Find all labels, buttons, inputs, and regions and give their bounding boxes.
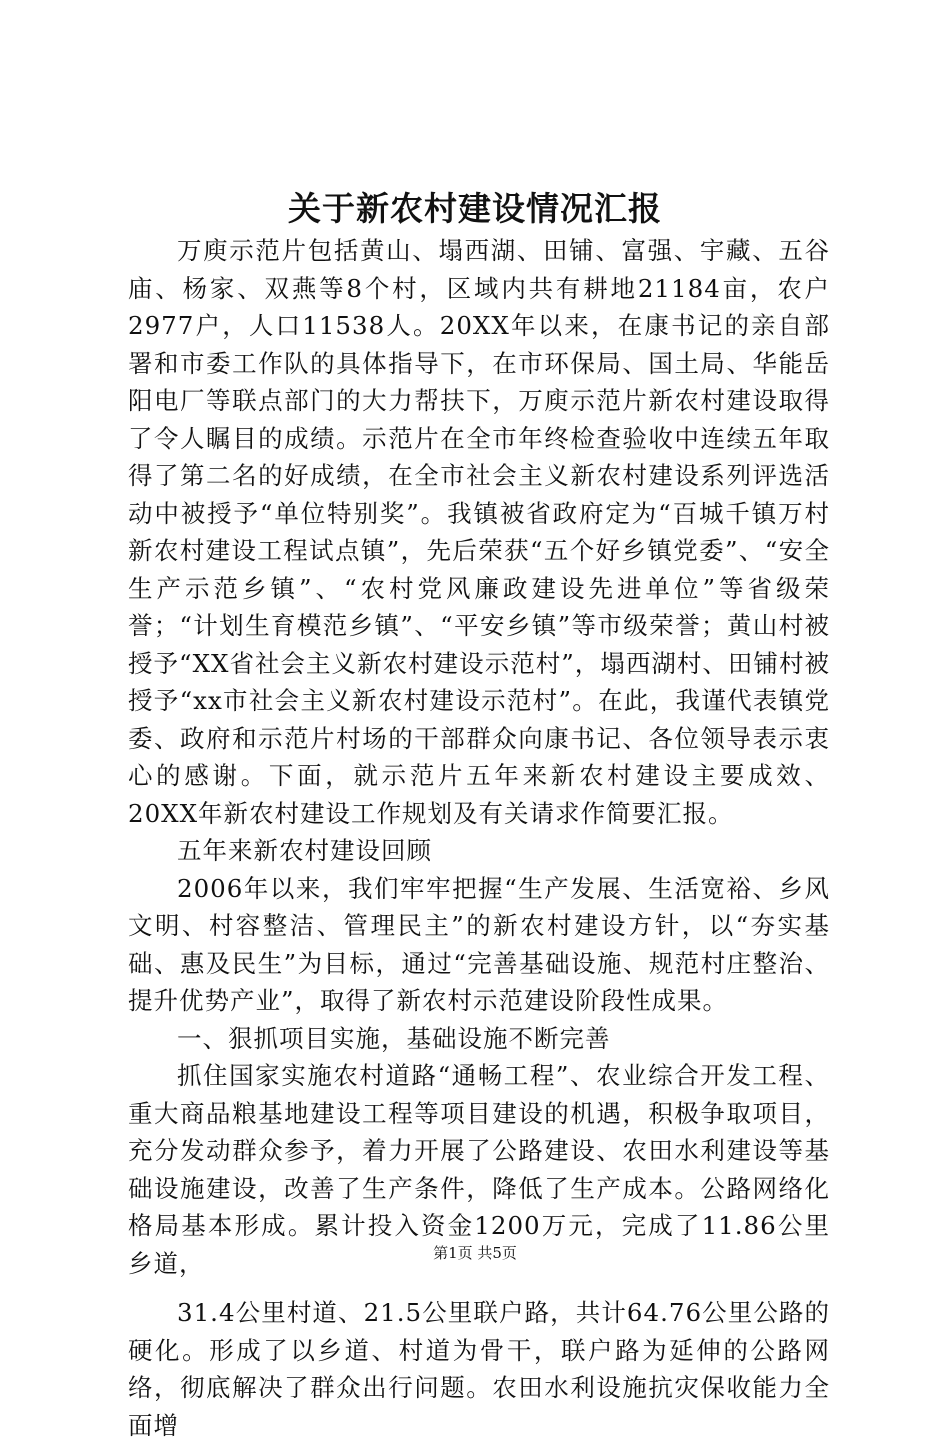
paragraph-review: 2006年以来，我们牢牢把握“生产发展、生活宽裕、乡风文明、村容整洁、管理民主”的新农村建设方针，以“夯实基础、惠及民生”为目标，通过“完善基础设施、规范村庄整治、提升优势产业”，取得了新农村示范建设阶段性成果。 — [128, 873, 830, 1015]
section-heading-projects: 一、狠抓项目实施，基础设施不断完善 — [177, 1023, 611, 1053]
paragraph-intro: 万庾示范片包括黄山、塌西湖、田铺、富强、宇藏、五谷庙、杨家、双燕等8个村，区域内共有耕地21184亩，农户2977户，人口11538人。20XX年以来，在康书记的亲自部署和市委工作队的具体指导下，在市环保局、国土局、华能岳阳电厂等联点部门的大力帮扶下，万庾示范片新农村建设取得了令人瞩目的成绩。示范片在全市年终检查验收中连续五年取得了第二名的好成绩，在全市社会主义新农村建设系列评选活动中被授予“单位特别奖”。我镇被省政府定为“百城千镇万村新农村建设工程试点镇”，先后荣获“五个好乡镇党委”、“安全生产示范乡镇”、“农村党风廉政建设先进单位”等省级荣誉；“计划生育模范乡镇”、“平安乡镇”等市级荣誉；黄山村被授予“XX省社会主义新农村建设示范村”，塌西湖村、田铺村被授予“xx市社会主义新农村建设示范村”。在此，我谨代表镇党委、政府和示范片村场的干部群众向康书记、各位领导表示衷心的感谢。下面，就示范片五年来新农村建设主要成效、20XX年新农村建设工作规划及有关请求作简要汇报。 — [128, 236, 830, 828]
document-title: 关于新农村建设情况汇报 — [288, 189, 662, 228]
paragraph-projects: 抓住国家实施农村道路“通畅工程”、农业综合开发工程、重大商品粮基地建设工程等项目建设的机遇，积极争取项目，充分发动群众参予，着力开展了公路建设、农田水利建设等基础设施建设，改善了生产条件，降低了生产成本。公路网络化格局基本形成。累计投入资金1200万元，完成了11.86公里乡道， — [128, 1061, 830, 1278]
section-heading-review: 五年来新农村建设回顾 — [177, 836, 432, 865]
page-footer: 第1页 共5页 — [433, 1244, 517, 1262]
paragraph-roads: 31.4公里村道、21.5公里联户路，共计64.76公里公路的硬化。形成了以乡道、村道为骨干，联户路为延伸的公路网络，彻底解决了群众出行问题。农田水利设施抗灾保收能力全面增 — [128, 1298, 830, 1440]
